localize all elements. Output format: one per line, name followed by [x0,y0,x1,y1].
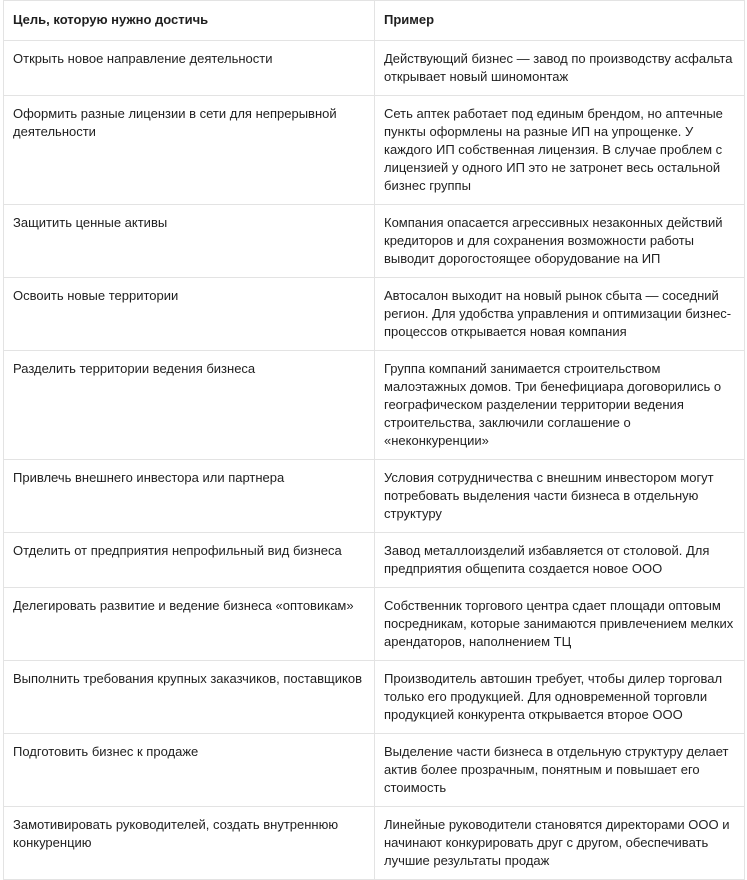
goals-examples-table [3,0,745,880]
table-row [4,278,745,351]
goal-cell: Разделить территории ведения бизнеса [4,351,375,460]
example-cell: Собственник торгового центра сдает площади оптовым посредникам, которые занимаются привлечением мелких арендаторов, наполнением ТЦ [375,588,745,661]
example-cell: Компания опасается агрессивных незаконных действий кредиторов и для сохранения возможности работы выводит дорогостоящее оборудование на ИП [375,205,745,278]
example-cell: Автосалон выходит на новый рынок сбыта — соседний регион. Для удобства управления и оптимизации бизнес-процессов открывается новая компания [375,278,745,351]
table-row [4,734,745,807]
table-row [4,533,745,588]
table-row [4,661,745,734]
goal-cell: Защитить ценные активы [4,205,375,278]
table-row [4,460,745,533]
example-cell: Группа компаний занимается строительством малоэтажных домов. Три бенефициара договорились о географическом разделении территории ведения строительства, заключили соглашение о «неконкуренции» [375,351,745,460]
header-goal: Цель, которую нужно достичь [4,1,375,41]
table-row [4,351,745,460]
goal-cell: Замотивировать руководителей, создать внутреннюю конкуренцию [4,807,375,880]
goal-cell: Отделить от предприятия непрофильный вид бизнеса [4,533,375,588]
example-cell: Линейные руководители становятся директорами ООО и начинают конкурировать друг с другом, обеспечивать лучшие результаты продаж [375,807,745,880]
example-cell: Условия сотрудничества с внешним инвестором могут потребовать выделения части бизнеса в отдельную структуру [375,460,745,533]
goal-cell: Освоить новые территории [4,278,375,351]
example-cell: Завод металлоизделий избавляется от столовой. Для предприятия общепита создается новое ООО [375,533,745,588]
goal-cell: Открыть новое направление деятельности [4,41,375,96]
table-header-row [4,1,745,41]
header-example: Пример [375,1,745,41]
goal-cell: Делегировать развитие и ведение бизнеса «оптовикам» [4,588,375,661]
table-row [4,205,745,278]
table-row [4,41,745,96]
goal-cell: Выполнить требования крупных заказчиков, поставщиков [4,661,375,734]
example-cell: Выделение части бизнеса в отдельную структуру делает актив более прозрачным, понятным и повышает его стоимость [375,734,745,807]
example-cell: Производитель автошин требует, чтобы дилер торговал только его продукцией. Для одновременной торговли продукцией конкурента открывается второе ООО [375,661,745,734]
goal-cell: Оформить разные лицензии в сети для непрерывной деятельности [4,96,375,205]
example-cell: Действующий бизнес — завод по производству асфальта открывает новый шиномонтаж [375,41,745,96]
table-row [4,96,745,205]
goal-cell: Подготовить бизнес к продаже [4,734,375,807]
example-cell: Сеть аптек работает под единым брендом, но аптечные пункты оформлены на разные ИП на упрощенке. У каждого ИП собственная лицензия. В случае проблем с лицензией у одного ИП это не затронет весь остальной бизнес группы [375,96,745,205]
goal-cell: Привлечь внешнего инвестора или партнера [4,460,375,533]
table-row [4,588,745,661]
table-row [4,807,745,880]
goals-table-container [3,0,744,880]
